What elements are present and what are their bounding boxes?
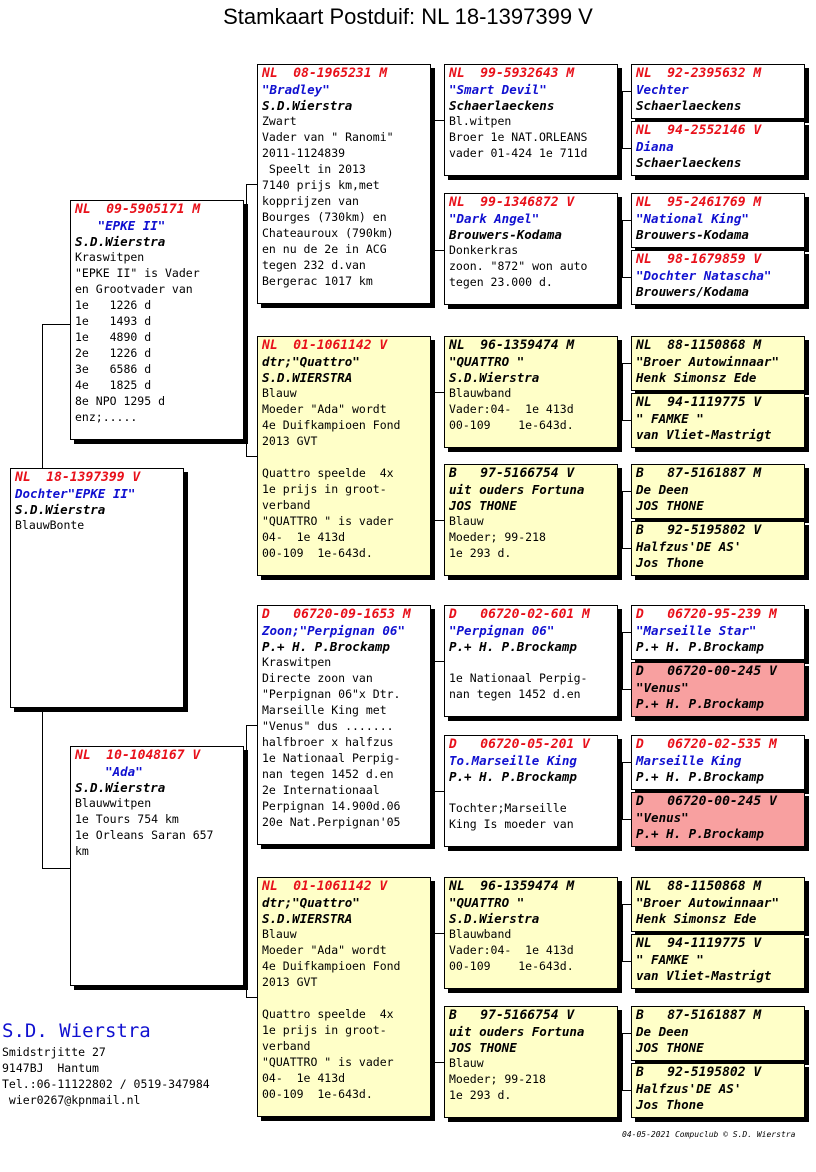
breeder-name: S.D. Wierstra [2,1020,151,1042]
pigeon-card-mfm [444,735,618,847]
pigeon-name: Halfzus'DE AS' [636,1081,742,1096]
pigeon-name: "QUATTRO " [449,354,525,369]
pigeon-card-mf [257,605,431,845]
pigeon-card-fmff [631,336,805,391]
pigeon-card-fmmm [631,521,805,576]
pigeon-name: "Broer Autowinnaar" [636,354,779,369]
pigeon-name: "Dochter Natascha" [636,268,772,283]
pigeon-notes: Bl.witpen Broer 1e NAT.ORLEANS vader 01-424 1e 711d [449,114,588,160]
pigeon-notes: Blauwband Vader:04- 1e 413d 00-109 1e-643d. [449,927,574,973]
pigeon-card-fmfm [631,393,805,448]
pigeon-name: Dochter"EPKE II" [15,486,136,501]
ring-number: NL 18-1397399 V [15,470,141,485]
pigeon-name: "QUATTRO " [449,895,525,910]
ring-number: NL 94-1119775 V [636,395,762,410]
owner-name: S.D.Wierstra [75,780,166,795]
ring-number: NL 01-1061142 V [262,879,388,894]
owner-name: van Vliet-Mastrigt [636,427,772,442]
owner-name: S.D.Wierstra [75,234,166,249]
pigeon-notes: Kraswitpen Directe zoon van "Perpignan 06"x Dtr. Marseille King met "Venus" dus ....... halfbroer x halfzus 1e Nationaal Perpig- nan tegen 1452 d.en 2e Internationaal Perpignan 14.900d.06 20e Nat.Perpignan'05 [262,655,401,829]
pigeon-card-mother [70,746,244,986]
ring-number: NL 09-5905171 M [75,202,201,217]
owner-name: Brouwers-Kodama [449,227,562,242]
ring-number: NL 99-5932643 M [449,66,575,81]
pigeon-name: uit ouders Fortuna [449,482,585,497]
owner-name: P.+ H. P.Brockamp [449,639,577,654]
pigeon-notes: BlauwBonte [15,518,85,532]
owner-name: P.+ H. P.Brockamp [636,769,764,784]
owner-name: S.D.Wierstra [262,98,353,113]
ring-number: NL 10-1048167 V [75,748,201,763]
owner-name: Jos Thone [636,555,704,570]
pigeon-name: dtr;"Quattro" [262,895,360,910]
owner-name: Schaerlaeckens [449,98,555,113]
ring-number: NL 94-2552146 V [636,123,762,138]
pigeon-name: Halfzus'DE AS' [636,539,742,554]
owner-name: JOS THONE [636,498,704,513]
pigeon-card-mmff [631,877,805,932]
breeder-contact: Smidstrjitte 27 9147BJ Hantum Tel.:06-11122802 / 0519-347984 wier0267@kpnmail.nl [2,1045,210,1107]
ring-number: D 06720-00-245 V [636,664,777,679]
ring-number: B 87-5161887 M [636,466,762,481]
ring-number: NL 96-1359474 M [449,879,575,894]
pigeon-card-mmmf [631,1006,805,1061]
pigeon-card-fm [257,336,431,576]
pigeon-name: De Deen [636,482,689,497]
footer-credit: 04-05-2021 Compuclub © S.D. Wierstra [622,1130,796,1139]
pigeon-name: uit ouders Fortuna [449,1024,585,1039]
owner-name: P.+ H. P.Brockamp [636,826,764,841]
pigeon-card-mffm [631,662,805,717]
ring-number: B 97-5166754 V [449,466,575,481]
ring-number: D 06720-00-245 V [636,794,777,809]
ring-number: B 87-5161887 M [636,1008,762,1023]
ring-number: NL 98-1679859 V [636,252,762,267]
pigeon-name: Zoon;"Perpignan 06" [262,623,405,638]
owner-name: P.+ H. P.Brockamp [636,696,764,711]
owner-name: Jos Thone [636,1097,704,1112]
owner-name: Henk Simonsz Ede [636,911,757,926]
ring-number: B 97-5166754 V [449,1008,575,1023]
page-title: Stamkaart Postduif: NL 18-1397399 V [223,4,593,29]
pigeon-notes: Donkerkras zoon. "872" won auto tegen 23.000 d. [449,243,588,289]
pigeon-notes: Kraswitpen "EPKE II" is Vader en Grootvader van 1e 1226 d 1e 1493 d 1e 4890 d 2e 1226 d 3e 6586 d 4e 1825 d 8e NPO 1295 d enz;..... [75,250,200,424]
pigeon-name: To.Marseille King [449,753,577,768]
pigeon-card-ff [257,64,431,304]
pigeon-card-fmmf [631,464,805,519]
pigeon-name: De Deen [636,1024,689,1039]
pigeon-name: "Broer Autowinnaar" [636,895,779,910]
owner-name: JOS THONE [449,1040,517,1055]
pigeon-card-ffmm [631,250,805,305]
owner-name: S.D.Wierstra [449,370,540,385]
pigeon-name: "Venus" [636,810,689,825]
pigeon-card-fmm [444,464,618,576]
ring-number: NL 08-1965231 M [262,66,388,81]
owner-name: P.+ H. P.Brockamp [262,639,390,654]
owner-name: S.D.WIERSTRA [262,911,353,926]
pigeon-name: Diana [636,139,674,154]
ring-number: D 06720-95-239 M [636,607,777,622]
owner-name: P.+ H. P.Brockamp [449,769,577,784]
owner-name: S.D.WIERSTRA [262,370,353,385]
pigeon-card-mmmm [631,1063,805,1118]
owner-name: JOS THONE [449,498,517,513]
pigeon-name: "Venus" [636,680,689,695]
ring-number: D 06720-09-1653 M [262,607,411,622]
pigeon-card-ffff [631,64,805,119]
ring-number: D 06720-05-201 V [449,737,590,752]
ring-number: NL 94-1119775 V [636,936,762,951]
pigeon-notes: Blauw Moeder; 99-218 1e 293 d. [449,1056,546,1102]
ring-number: NL 99-1346872 V [449,195,575,210]
pigeon-card-father [70,200,244,440]
ring-number: NL 96-1359474 M [449,338,575,353]
pigeon-name: Marseille King [636,753,742,768]
pigeon-notes: Blauw Moeder "Ada" wordt 4e Duifkampioen Fond 2013 GVT Quattro speelde 4x 1e prijs in groot- verband "QUATTRO " is vader 04- 1e 413d 00-109 1e-643d. [262,386,401,560]
owner-name: Schaerlaeckens [636,98,742,113]
ring-number: D 06720-02-601 M [449,607,590,622]
pigeon-card-mmm [444,1006,618,1118]
pigeon-card-mmfm [631,934,805,989]
ring-number: D 06720-02-535 M [636,737,777,752]
pigeon-card-mfmf [631,735,805,790]
pigeon-notes: Blauwwitpen 1e Tours 754 km 1e Orleans Saran 657 km [75,796,214,858]
pigeon-card-subject [10,468,184,708]
pigeon-name: dtr;"Quattro" [262,354,360,369]
owner-name: Schaerlaeckens [636,155,742,170]
pigeon-name: " FAMKE " [636,952,704,967]
pigeon-card-fffm [631,121,805,176]
pigeon-card-fff [444,64,618,176]
ring-number: B 92-5195802 V [636,523,762,538]
pigeon-card-mm [257,877,431,1117]
pigeon-name: "Perpignan 06" [449,623,555,638]
pigeon-name: "Marseille Star" [636,623,757,638]
pigeon-card-fmf [444,336,618,448]
ring-number: NL 92-2395632 M [636,66,762,81]
pigeon-name: " FAMKE " [636,411,704,426]
pigeon-notes: Blauw Moeder "Ada" wordt 4e Duifkampioen Fond 2013 GVT Quattro speelde 4x 1e prijs in groot- verband "QUATTRO " is vader 04- 1e 413d 00-109 1e-643d. [262,927,401,1101]
ring-number: NL 01-1061142 V [262,338,388,353]
owner-name: S.D.Wierstra [15,502,106,517]
pigeon-card-mfff [631,605,805,660]
pigeon-name: "National King" [636,211,749,226]
pigeon-card-ffmf [631,193,805,248]
owner-name: Henk Simonsz Ede [636,370,757,385]
ring-number: B 92-5195802 V [636,1065,762,1080]
pigeon-name: "Ada" [75,764,143,779]
pigeon-name: "Smart Devil" [449,82,547,97]
owner-name: van Vliet-Mastrigt [636,968,772,983]
pigeon-notes: Tochter;Marseille King Is moeder van [449,801,574,831]
pigeon-name: Vechter [636,82,689,97]
ring-number: NL 88-1150868 M [636,338,762,353]
pigeon-card-mfmm [631,792,805,847]
ring-number: NL 95-2461769 M [636,195,762,210]
ring-number: NL 88-1150868 M [636,879,762,894]
pigeon-notes: 1e Nationaal Perpig- nan tegen 1452 d.en [449,671,588,701]
owner-name: JOS THONE [636,1040,704,1055]
pigeon-card-mff [444,605,618,717]
owner-name: S.D.Wierstra [449,911,540,926]
pigeon-card-mmf [444,877,618,989]
pigeon-notes: Blauwband Vader:04- 1e 413d 00-109 1e-643d. [449,386,574,432]
pigeon-notes: Blauw Moeder; 99-218 1e 293 d. [449,514,546,560]
pigeon-name: "Dark Angel" [449,211,540,226]
owner-name: Brouwers-Kodama [636,227,749,242]
pigeon-name: "EPKE II" [75,218,166,233]
pigeon-card-ffm [444,193,618,305]
owner-name: Brouwers/Kodama [636,284,749,299]
owner-name: P.+ H. P.Brockamp [636,639,764,654]
pigeon-name: "Bradley" [262,82,330,97]
pigeon-notes: Zwart Vader van " Ranomi" 2011-1124839 Speelt in 2013 7140 prijs km,met kopprijzen van Bourges (730km) en Chateauroux (790km) en nu de 2e in ACG tegen 232 d.van Bergerac 1017 km [262,114,394,288]
